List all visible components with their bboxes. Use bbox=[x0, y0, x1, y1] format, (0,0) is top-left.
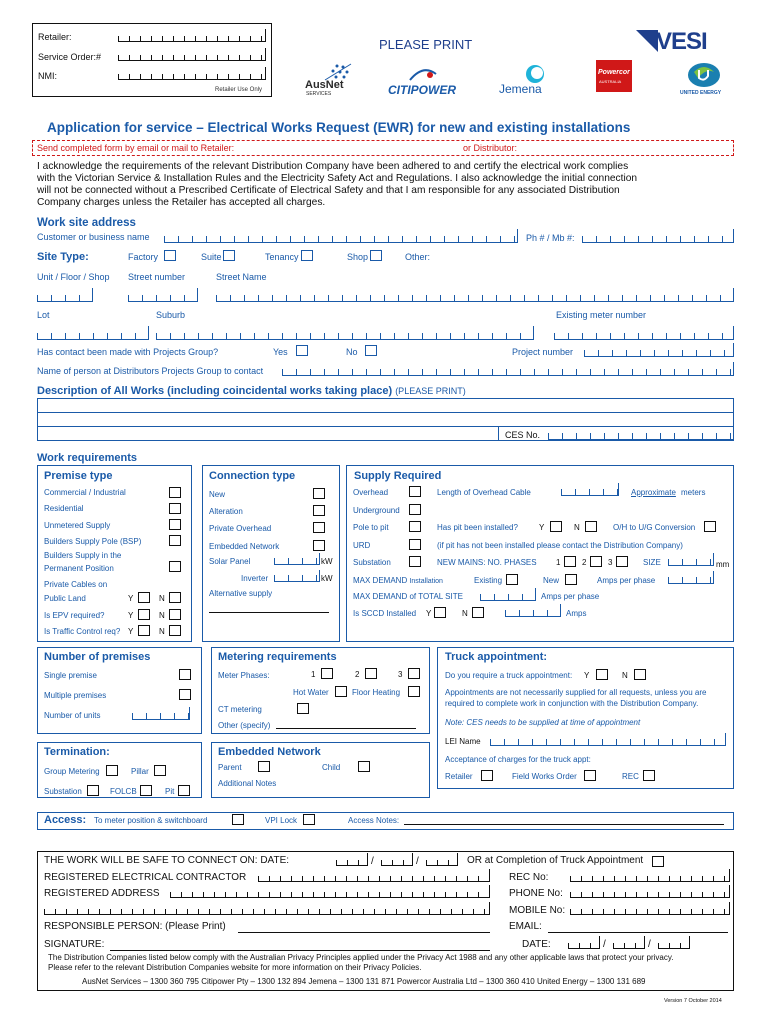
alternative-input[interactable] bbox=[209, 612, 329, 613]
sign-day-input[interactable] bbox=[568, 936, 600, 949]
truck-n: N bbox=[622, 671, 628, 680]
amps-per-phase-label: Amps per phase bbox=[597, 576, 656, 585]
connection-private-checkbox[interactable] bbox=[313, 522, 325, 533]
overhead-checkbox[interactable] bbox=[409, 486, 421, 497]
ct-metering-checkbox[interactable] bbox=[297, 703, 309, 714]
retailer-use-only: Retailer Use Only bbox=[215, 87, 263, 93]
lei-label: LEI Name bbox=[445, 737, 481, 746]
supply-heading: Supply Required bbox=[354, 470, 442, 482]
phone-no-input[interactable] bbox=[570, 885, 730, 898]
other-specify-input[interactable] bbox=[276, 728, 416, 729]
premise-permanent: Permanent Position bbox=[44, 564, 114, 573]
group-metering-checkbox[interactable] bbox=[106, 765, 118, 776]
group-metering-label: Group Metering bbox=[44, 767, 100, 776]
completion-checkbox[interactable] bbox=[652, 856, 664, 867]
accept-label: Acceptance of charges for the truck appt: bbox=[445, 755, 591, 764]
max-demand-label: MAX DEMAND Installation bbox=[353, 576, 443, 585]
nmi-label: NMI: bbox=[38, 71, 57, 81]
responsible-label: RESPONSIBLE PERSON: (Please Print) bbox=[44, 921, 226, 932]
pillar-label: Pillar bbox=[131, 767, 149, 776]
contact-no-label: No bbox=[346, 347, 358, 357]
traffic-n: N bbox=[159, 627, 165, 636]
meter-1-label: 1 bbox=[311, 670, 316, 679]
pit-n: N bbox=[574, 523, 580, 532]
street-number-input[interactable] bbox=[128, 288, 198, 302]
amps-per-phase-2-label: Amps per phase bbox=[541, 592, 600, 601]
epv-n-checkbox[interactable] bbox=[169, 609, 181, 620]
overhead-length-input[interactable] bbox=[561, 483, 619, 496]
rec-no-input[interactable] bbox=[570, 869, 730, 882]
oh-ug-checkbox[interactable] bbox=[704, 521, 716, 532]
truck-rec-label: REC bbox=[622, 772, 639, 781]
solar-label: Solar Panel bbox=[209, 557, 251, 566]
sign-month-input[interactable] bbox=[613, 936, 645, 949]
truck-y: Y bbox=[584, 671, 590, 680]
truck-note-2: required to complete work in conjunction with the Distribution Company. bbox=[445, 699, 699, 708]
other-specify-label: Other (specify) bbox=[218, 721, 271, 730]
truck-note-3: Note: CES needs to be supplied at time of appointment bbox=[445, 718, 641, 727]
folcb-label: FOLCB bbox=[110, 787, 137, 796]
phone-no-label: PHONE No: bbox=[509, 888, 563, 899]
units-input[interactable] bbox=[132, 707, 190, 720]
pit-label: Pit bbox=[165, 787, 175, 796]
epv-y-checkbox[interactable] bbox=[138, 609, 150, 620]
traffic-n-checkbox[interactable] bbox=[169, 625, 181, 636]
single-premise-checkbox[interactable] bbox=[179, 669, 191, 680]
meter-number-label: Existing meter number bbox=[556, 310, 647, 320]
truck-heading: Truck appointment: bbox=[445, 651, 548, 663]
inverter-label: Inverter bbox=[241, 574, 269, 583]
pole-to-pit-checkbox[interactable] bbox=[409, 521, 421, 532]
amps-label: Amps bbox=[566, 609, 587, 618]
overhead-length-label: Length of Overhead Cable bbox=[437, 488, 531, 497]
amps-per-phase-input[interactable] bbox=[668, 571, 714, 584]
folcb-checkbox[interactable] bbox=[140, 785, 152, 796]
factory-checkbox[interactable] bbox=[164, 250, 176, 261]
premise-permanent-checkbox[interactable] bbox=[169, 561, 181, 572]
project-number-label: Project number bbox=[512, 347, 574, 357]
premise-commercial-checkbox[interactable] bbox=[169, 487, 181, 498]
connection-embedded: Embedded Network bbox=[209, 542, 280, 551]
lot-label: Lot bbox=[37, 310, 50, 320]
slash-2: / bbox=[416, 856, 419, 867]
new-mains-label: NEW MAINS: NO. PHASES bbox=[437, 558, 537, 567]
other-label: Other: bbox=[405, 252, 431, 262]
connection-new: New bbox=[209, 490, 226, 499]
phone-input[interactable] bbox=[582, 229, 734, 243]
alternative-label: Alternative supply bbox=[209, 589, 273, 598]
connection-heading: Connection type bbox=[209, 470, 296, 482]
acknowledgement: I acknowledge the requirements of the relevant Distribution Company have been adhered to and certify the electrical work complies with the Victorian Service & Installation Rules and the Electricity Safety Act and Regulations. I also acknowledge the initial connection will not be connected without a Prescribed Certificate of Electrical Safety and that I am responsible for any associated Distribution Company charges unless the Retailer has accepted all charges. bbox=[37, 161, 638, 208]
send-distributor-label: or Distributor: bbox=[463, 143, 518, 153]
ces-input[interactable] bbox=[548, 426, 734, 440]
term-substation-checkbox[interactable] bbox=[87, 785, 99, 796]
description-heading: Description of All Works (including coincidental works taking place) (PLEASE PRINT) bbox=[37, 385, 466, 397]
parent-label: Parent bbox=[218, 763, 242, 772]
please-print: PLEASE PRINT bbox=[379, 37, 473, 52]
inverter-kw: kW bbox=[321, 574, 333, 583]
contractor-input[interactable] bbox=[258, 869, 490, 882]
public-land-label: Public Land bbox=[44, 594, 86, 603]
premise-builders: Builders Supply in the bbox=[44, 551, 122, 560]
tenancy-checkbox[interactable] bbox=[301, 250, 313, 261]
meter-position-label: To meter position & switchboard bbox=[94, 816, 208, 825]
pole-to-pit-label: Pole to pit bbox=[353, 523, 389, 532]
shop-label: Shop bbox=[347, 252, 369, 262]
person-input[interactable] bbox=[282, 362, 734, 376]
ct-metering-label: CT metering bbox=[218, 705, 262, 714]
signature-input[interactable] bbox=[110, 950, 490, 951]
substation-checkbox[interactable] bbox=[409, 556, 421, 567]
premise-unmetered-checkbox[interactable] bbox=[169, 519, 181, 530]
contact-yes-checkbox[interactable] bbox=[296, 345, 308, 356]
safe-day-input[interactable] bbox=[336, 853, 368, 866]
project-number-input[interactable] bbox=[584, 343, 734, 357]
send-retailer-label: Send completed form by email or mail to Retailer: bbox=[37, 143, 235, 153]
additional-notes-label: Additional Notes bbox=[218, 779, 277, 788]
safe-year-input[interactable] bbox=[426, 853, 458, 866]
traffic-y-checkbox[interactable] bbox=[138, 625, 150, 636]
field-works-label: Field Works Order bbox=[512, 772, 577, 781]
phone-label: Ph # / Mb #: bbox=[526, 233, 575, 243]
sccd-amps-input[interactable] bbox=[505, 604, 561, 617]
slash-4: / bbox=[648, 939, 651, 950]
child-label: Child bbox=[322, 763, 341, 772]
embedded-heading: Embedded Network bbox=[218, 746, 321, 758]
form-title: Application for service – Electrical Works Request (EWR) for new and existing installations bbox=[47, 120, 631, 135]
connection-private: Private Overhead bbox=[209, 524, 272, 533]
responsible-input[interactable] bbox=[238, 932, 490, 933]
size-mm: mm bbox=[716, 560, 730, 569]
floor-heating-label: Floor Heating bbox=[352, 688, 401, 697]
max-site-input[interactable] bbox=[480, 588, 536, 601]
meter-2-checkbox[interactable] bbox=[365, 668, 377, 679]
underground-label: Underground bbox=[353, 506, 400, 515]
address-label: REGISTERED ADDRESS bbox=[44, 888, 160, 899]
sccd-n-checkbox[interactable] bbox=[472, 607, 484, 618]
phase-3-checkbox[interactable] bbox=[616, 556, 628, 567]
traffic-y: Y bbox=[128, 627, 134, 636]
pit-installed-label: Has pit been installed? bbox=[437, 523, 518, 532]
rec-no-label: REC No: bbox=[509, 872, 549, 883]
sccd-label: Is SCCD Installed bbox=[353, 609, 417, 618]
meter-position-checkbox[interactable] bbox=[232, 814, 244, 825]
safe-month-input[interactable] bbox=[381, 853, 413, 866]
premise-residential-checkbox[interactable] bbox=[169, 503, 181, 514]
vpi-lock-label: VPI Lock bbox=[265, 816, 298, 825]
connection-alteration: Alteration bbox=[209, 507, 243, 516]
street-number-label: Street number bbox=[128, 272, 186, 282]
lot-input[interactable] bbox=[37, 326, 149, 340]
sign-date-label: DATE: bbox=[522, 939, 551, 950]
premise-commercial: Commercial / Industrial bbox=[44, 488, 126, 497]
truck-n-checkbox[interactable] bbox=[634, 669, 646, 680]
unit-label: Unit / Floor / Shop bbox=[37, 272, 110, 282]
jemena-logo: Jemena bbox=[497, 64, 553, 98]
access-notes-input[interactable] bbox=[404, 824, 724, 825]
truck-note-1: Appointments are not necessarily supplied for all requests, unless you are bbox=[445, 688, 707, 697]
private-cables-label: Private Cables on bbox=[44, 580, 108, 589]
phase-1-label: 1 bbox=[556, 558, 561, 567]
email-label: EMAIL: bbox=[509, 921, 542, 932]
traffic-label: Is Traffic Control req? bbox=[44, 627, 121, 636]
pit-y: Y bbox=[539, 523, 545, 532]
multiple-premises-checkbox[interactable] bbox=[179, 689, 191, 700]
powercor-logo: Powercor AUSTRALIA bbox=[596, 60, 632, 92]
ces-label: CES No. bbox=[505, 430, 541, 440]
version-label: Version 7 October 2014 bbox=[664, 998, 722, 1004]
inverter-input[interactable] bbox=[274, 570, 320, 582]
signature-label: SIGNATURE: bbox=[44, 939, 105, 950]
premise-bsp-checkbox[interactable] bbox=[169, 535, 181, 546]
tenancy-label: Tenancy bbox=[265, 252, 299, 262]
meter-3-checkbox[interactable] bbox=[408, 668, 420, 679]
public-land-n: N bbox=[159, 594, 165, 603]
truck-retailer-checkbox[interactable] bbox=[481, 770, 493, 781]
slash-1: / bbox=[371, 856, 374, 867]
truck-require-label: Do you require a truck appointment: bbox=[445, 671, 573, 680]
urd-note: (if pit has not been installed please contact the Distribution Company) bbox=[437, 541, 683, 550]
work-site-heading: Work site address bbox=[37, 217, 136, 229]
service-order-input[interactable] bbox=[118, 48, 266, 61]
person-label: Name of person at Distributors Projects Group to contact bbox=[37, 366, 264, 376]
contact-no-checkbox[interactable] bbox=[365, 345, 377, 356]
premise-residential: Residential bbox=[44, 504, 84, 513]
max-site-label: MAX DEMAND of TOTAL SITE bbox=[353, 592, 463, 601]
pit-y-checkbox[interactable] bbox=[550, 521, 562, 532]
solar-kw: kW bbox=[321, 557, 333, 566]
email-input[interactable] bbox=[548, 932, 728, 933]
urd-label: URD bbox=[353, 541, 371, 550]
address-input-2[interactable] bbox=[44, 902, 490, 915]
size-input[interactable] bbox=[668, 553, 714, 566]
epv-n: N bbox=[159, 611, 165, 620]
access-heading: Access: bbox=[44, 814, 87, 826]
public-land-n-checkbox[interactable] bbox=[169, 592, 181, 603]
oh-ug-label: O/H to U/G Conversion bbox=[613, 523, 696, 532]
existing-label: Existing bbox=[474, 576, 503, 585]
street-name-label: Street Name bbox=[216, 272, 267, 282]
units-label: Number of units bbox=[44, 711, 101, 720]
sign-year-input[interactable] bbox=[658, 936, 690, 949]
solar-input[interactable] bbox=[274, 553, 320, 565]
phase-3-label: 3 bbox=[608, 558, 613, 567]
multiple-premises-label: Multiple premises bbox=[44, 691, 107, 700]
customer-label: Customer or business name bbox=[37, 232, 150, 242]
metering-heading: Metering requirements bbox=[218, 651, 337, 663]
premise-heading: Premise type bbox=[44, 470, 113, 482]
truck-rec-checkbox[interactable] bbox=[643, 770, 655, 781]
hot-water-checkbox[interactable] bbox=[335, 686, 347, 697]
sccd-y: Y bbox=[426, 609, 432, 618]
new-checkbox[interactable] bbox=[565, 574, 577, 585]
meter-number-input[interactable] bbox=[554, 326, 734, 340]
slash-3: / bbox=[603, 939, 606, 950]
vesi-logo: VESI bbox=[636, 28, 726, 56]
unit-input[interactable] bbox=[37, 288, 93, 302]
connection-embedded-checkbox[interactable] bbox=[313, 540, 325, 551]
underground-checkbox[interactable] bbox=[409, 504, 421, 515]
phase-2-checkbox[interactable] bbox=[590, 556, 602, 567]
address-input-1[interactable] bbox=[170, 885, 490, 898]
child-checkbox[interactable] bbox=[358, 761, 370, 772]
parent-checkbox[interactable] bbox=[258, 761, 270, 772]
street-name-input[interactable] bbox=[216, 288, 734, 302]
phase-1-checkbox[interactable] bbox=[564, 556, 576, 567]
urd-checkbox[interactable] bbox=[409, 539, 421, 550]
premises-heading: Number of premises bbox=[44, 651, 151, 663]
premise-unmetered: Unmetered Supply bbox=[44, 521, 111, 530]
pillar-checkbox[interactable] bbox=[154, 765, 166, 776]
vpi-lock-checkbox[interactable] bbox=[303, 814, 315, 825]
contractor-label: REGISTERED ELECTRICAL CONTRACTOR bbox=[44, 872, 247, 883]
connection-alteration-checkbox[interactable] bbox=[313, 505, 325, 516]
hot-water-label: Hot Water bbox=[293, 688, 329, 697]
work-req-heading: Work requirements bbox=[37, 452, 138, 464]
service-order-label: Service Order:# bbox=[38, 52, 102, 62]
suburb-input[interactable] bbox=[156, 326, 534, 340]
or-completion-label: OR at Completion of Truck Appointment bbox=[467, 855, 644, 866]
access-notes-label: Access Notes: bbox=[348, 816, 400, 825]
public-land-y: Y bbox=[128, 594, 134, 603]
pit-n-checkbox[interactable] bbox=[585, 521, 597, 532]
single-premise-label: Single premise bbox=[44, 671, 97, 680]
contact-numbers: AusNet Services – 1300 360 795 Citipower Pty – 1300 132 894 Jemena – 1300 131 871 Powercor Australia Ltd – 1300 360 410 United Energy – 1300 131 689 bbox=[82, 977, 646, 986]
meter-3-label: 3 bbox=[398, 670, 403, 679]
phase-2-label: 2 bbox=[582, 558, 587, 567]
sccd-n: N bbox=[462, 609, 468, 618]
customer-input[interactable] bbox=[164, 229, 518, 243]
privacy-note: The Distribution Companies listed below comply with the Australian Privacy Principles applied under the Privacy Act 1988 and any other applicable laws that protect your privacy. Please refer to the relevant Distribution Companies website for more information on their Privacy Policies. bbox=[48, 953, 674, 972]
floor-heating-checkbox[interactable] bbox=[408, 686, 420, 697]
lei-input[interactable] bbox=[490, 733, 726, 746]
truck-retailer-label: Retailer bbox=[445, 772, 473, 781]
substation-label: Substation bbox=[353, 558, 391, 567]
term-substation-label: Substation bbox=[44, 787, 82, 796]
contact-label: Has contact been made with Projects Group? bbox=[37, 347, 219, 357]
site-type-label: Site Type: bbox=[37, 251, 89, 263]
epv-y: Y bbox=[128, 611, 134, 620]
factory-label: Factory bbox=[128, 252, 159, 262]
suite-checkbox[interactable] bbox=[223, 250, 235, 261]
shop-checkbox[interactable] bbox=[370, 250, 382, 261]
sccd-y-checkbox[interactable] bbox=[434, 607, 446, 618]
nmi-input[interactable] bbox=[118, 67, 266, 80]
existing-checkbox[interactable] bbox=[506, 574, 518, 585]
retailer-label: Retailer: bbox=[38, 32, 72, 42]
work-safe-label: THE WORK WILL BE SAFE TO CONNECT ON: DATE: bbox=[44, 855, 290, 866]
meter-1-checkbox[interactable] bbox=[321, 668, 333, 679]
mobile-no-input[interactable] bbox=[570, 902, 730, 915]
overhead-label: Overhead bbox=[353, 488, 389, 497]
united-energy-logo: UNITED ENERGY bbox=[678, 62, 732, 100]
suite-label: Suite bbox=[201, 252, 222, 262]
suburb-label: Suburb bbox=[156, 310, 186, 320]
connection-new-checkbox[interactable] bbox=[313, 488, 325, 499]
termination-heading: Termination: bbox=[44, 746, 110, 758]
size-label: SIZE bbox=[643, 558, 661, 567]
approximate-label: Approximate bbox=[631, 488, 676, 497]
contact-yes-label: Yes bbox=[273, 347, 288, 357]
citipower-logo: CITIPOWER bbox=[386, 68, 466, 98]
retailer-input[interactable] bbox=[118, 29, 266, 42]
new-label: New bbox=[543, 576, 560, 585]
meters-label: meters bbox=[681, 488, 706, 497]
public-land-y-checkbox[interactable] bbox=[138, 592, 150, 603]
ausnet-logo: AusNet SERVICES bbox=[303, 62, 363, 98]
meter-2-label: 2 bbox=[355, 670, 360, 679]
meter-phases-label: Meter Phases: bbox=[218, 671, 270, 680]
field-works-checkbox[interactable] bbox=[584, 770, 596, 781]
epv-label: Is EPV required? bbox=[44, 611, 105, 620]
premise-bsp: Builders Supply Pole (BSP) bbox=[44, 537, 142, 546]
pit-checkbox[interactable] bbox=[178, 785, 190, 796]
mobile-no-label: MOBILE No: bbox=[509, 905, 566, 916]
truck-y-checkbox[interactable] bbox=[596, 669, 608, 680]
